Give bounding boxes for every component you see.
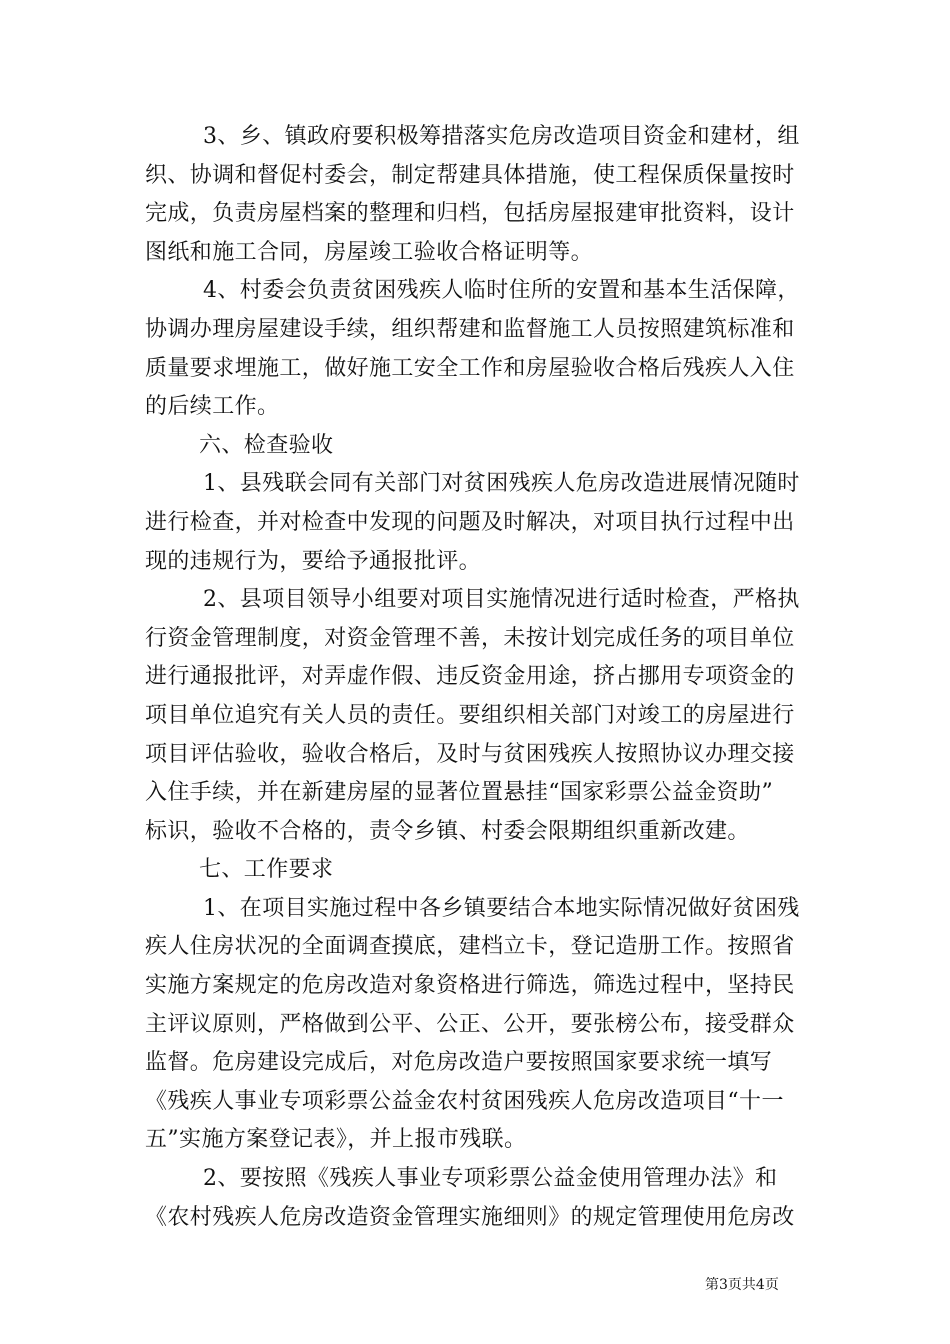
text-line: 2、县项目领导小组要对项目实施情况进行适时检查，严格执 (203, 587, 800, 613)
text-line: 五”实施方案登记表》，并上报市残联。 (145, 1127, 527, 1153)
text-line: 七、工作要求 (199, 857, 334, 883)
text-line: 2、要按照《残疾人事业专项彩票公益金使用管理办法》和 (203, 1166, 778, 1192)
text-line: 织、协调和督促村委会，制定帮建具体措施，使工程保质保量按时 (145, 162, 795, 188)
text-line: 的后续工作。 (145, 394, 280, 420)
text-line: 项目评估验收，验收合格后，及时与贫困残疾人按照协议办理交接 (145, 741, 795, 767)
text-line: 《农村残疾人危房改造资金管理实施细则》的规定管理使用危房改 (145, 1204, 795, 1230)
document-body (145, 118, 810, 1237)
text-line: 3、乡、镇政府要积极筹措落实危房改造项目资金和建材，组 (203, 124, 800, 149)
text-line: 标识，验收不合格的，责令乡镇、村委会限期组织重新改建。 (145, 818, 750, 844)
text-line: 协调办理房屋建设手续，组织帮建和监督施工人员按照建筑标准和 (145, 316, 795, 342)
text-line: 监督。危房建设完成后，对危房改造户要按照国家要求统一填写 (145, 1050, 773, 1076)
text-line: 进行检查，并对检查中发现的问题及时解决，对项目执行过程中出 (145, 509, 795, 535)
text-line: 1、县残联会同有关部门对贫困残疾人危房改造进展情况随时 (203, 471, 800, 497)
text-line: 行资金管理制度，对资金管理不善，未按计划完成任务的项目单位 (145, 625, 795, 651)
text-line: 实施方案规定的危房改造对象资格进行筛选，筛选过程中，坚持民 (145, 973, 795, 999)
text-line: 主评议原则，严格做到公平、公正、公开，要张榜公布，接受群众 (145, 1011, 795, 1037)
text-line: 《残疾人事业专项彩票公益金农村贫困残疾人危房改造项目“十一 (145, 1088, 784, 1114)
text-line: 1、在项目实施过程中各乡镇要结合本地实际情况做好贫困残 (203, 895, 800, 921)
text-line: 4、村委会负责贫困残疾人临时住所的安置和基本生活保障， (203, 278, 800, 304)
text-line: 疾人住房状况的全面调查摸底，建档立卡，登记造册工作。按照省 (145, 934, 795, 960)
text-line: 质量要求埋施工，做好施工安全工作和房屋验收合格后残疾人入住 (145, 355, 795, 381)
text-line: 现的违规行为，要给予通报批评。 (145, 548, 482, 574)
text-line: 六、检查验收 (199, 432, 334, 458)
text-line: 进行通报批评，对弄虚作假、违反资金用途，挤占挪用专项资金的 (145, 664, 795, 690)
text-line: 入住手续，并在新建房屋的显著位置悬挂“国家彩票公益金资助” (145, 780, 774, 806)
page-number: 第3页共4页 (705, 1277, 779, 1293)
text-line: 图纸和施工合同，房屋竣工验收合格证明等。 (145, 239, 594, 265)
text-line: 项目单位追究有关人员的责任。要组织相关部门对竣工的房屋进行 (145, 702, 795, 728)
text-line: 完成，负责房屋档案的整理和归档，包括房屋报建审批资料，设计 (145, 201, 795, 227)
